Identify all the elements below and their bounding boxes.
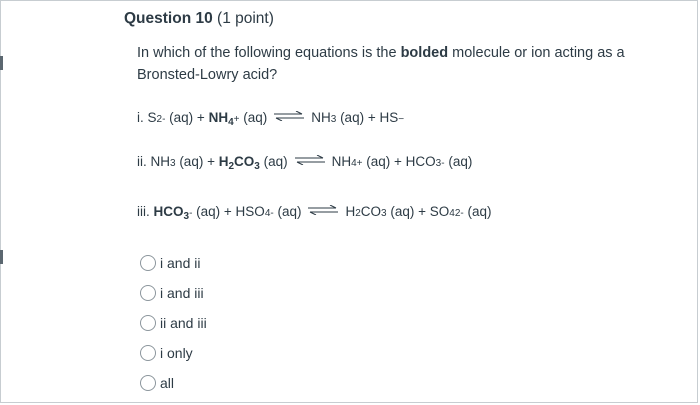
option-label: all [160, 375, 175, 391]
eq-text: NH [311, 110, 331, 125]
prompt-bold-text: bolded [400, 45, 449, 61]
eq-text: (aq) [259, 154, 288, 169]
equilibrium-arrow-icon [274, 111, 304, 121]
eq-text: (aq) + HCO [362, 154, 436, 169]
equilibrium-arrow-icon [295, 155, 325, 165]
question-points: (1 point) [217, 10, 274, 27]
option-label: i and ii [160, 255, 201, 271]
question-header [124, 10, 274, 28]
eq-text: CO [360, 204, 382, 219]
eq-bold-species: $H_2CO_3$ [218, 154, 260, 172]
eq-superscript: − [398, 114, 405, 125]
radio-button[interactable] [140, 255, 156, 271]
answer-option-all[interactable] [140, 368, 207, 398]
equation-1 [137, 110, 404, 128]
eq-subscript: 4 [264, 208, 271, 219]
eq-subscript: 4 [449, 208, 455, 219]
prompt-text: In which of the following equations is the [137, 45, 401, 61]
eq-bold-species: $HCO_3$ [153, 204, 190, 222]
answer-options [140, 248, 207, 398]
option-label: i and iii [160, 285, 204, 301]
eq-subscript: 4 [351, 158, 357, 169]
eq-text: (aq) [444, 154, 473, 169]
radio-button[interactable] [140, 375, 156, 391]
eq-text: (aq) [273, 204, 302, 219]
equation-2 [137, 154, 472, 172]
eq-text: H [345, 204, 356, 219]
answer-option-i-only[interactable] [140, 338, 207, 368]
eq-superscript: - [270, 208, 274, 219]
answer-option-i-and-iii[interactable] [140, 278, 207, 308]
edge-marker [0, 250, 3, 264]
eq-superscript: 2- [454, 208, 464, 219]
edge-marker [0, 56, 3, 70]
radio-button[interactable] [140, 345, 156, 361]
eq-subscript: 3 [381, 208, 387, 219]
option-label: ii and iii [160, 315, 207, 331]
equation-3 [137, 204, 492, 222]
eq-text: (aq) + [175, 154, 219, 169]
radio-button[interactable] [140, 285, 156, 301]
eq-text: (aq) + [165, 110, 209, 125]
eq-text: (aq) [239, 110, 268, 125]
prompt-text: molecule or ion acting as a Bronsted-Lowry acid? [137, 45, 625, 83]
question-prompt [137, 42, 657, 86]
eq-text: ii. NH [137, 154, 170, 169]
eq-superscript: + [356, 158, 363, 169]
eq-subscript: 2 [355, 208, 361, 219]
eq-superscript: + [233, 114, 240, 125]
eq-text: (aq) + HS [336, 110, 399, 125]
eq-text: NH [331, 154, 352, 169]
eq-superscript: - [441, 158, 445, 169]
eq-text: (aq) + HSO [192, 204, 265, 219]
eq-subscript: 3 [330, 114, 337, 125]
eq-superscript: 2- [156, 114, 166, 125]
eq-text: (aq) [463, 204, 492, 219]
eq-subscript: 3 [170, 158, 176, 169]
radio-button[interactable] [140, 315, 156, 331]
answer-option-ii-and-iii[interactable] [140, 308, 207, 338]
option-label: i only [160, 345, 193, 361]
eq-text: iii. [137, 204, 154, 219]
equilibrium-arrow-icon [308, 205, 338, 215]
eq-text: (aq) + SO [386, 204, 450, 219]
question-title: Question 10 [124, 10, 213, 27]
eq-text: i. S [137, 110, 157, 125]
eq-superscript: - [189, 208, 193, 219]
eq-subscript: 3 [435, 158, 442, 169]
answer-option-i-and-ii[interactable] [140, 248, 207, 278]
eq-bold-species: $NH_4$ [208, 110, 234, 128]
